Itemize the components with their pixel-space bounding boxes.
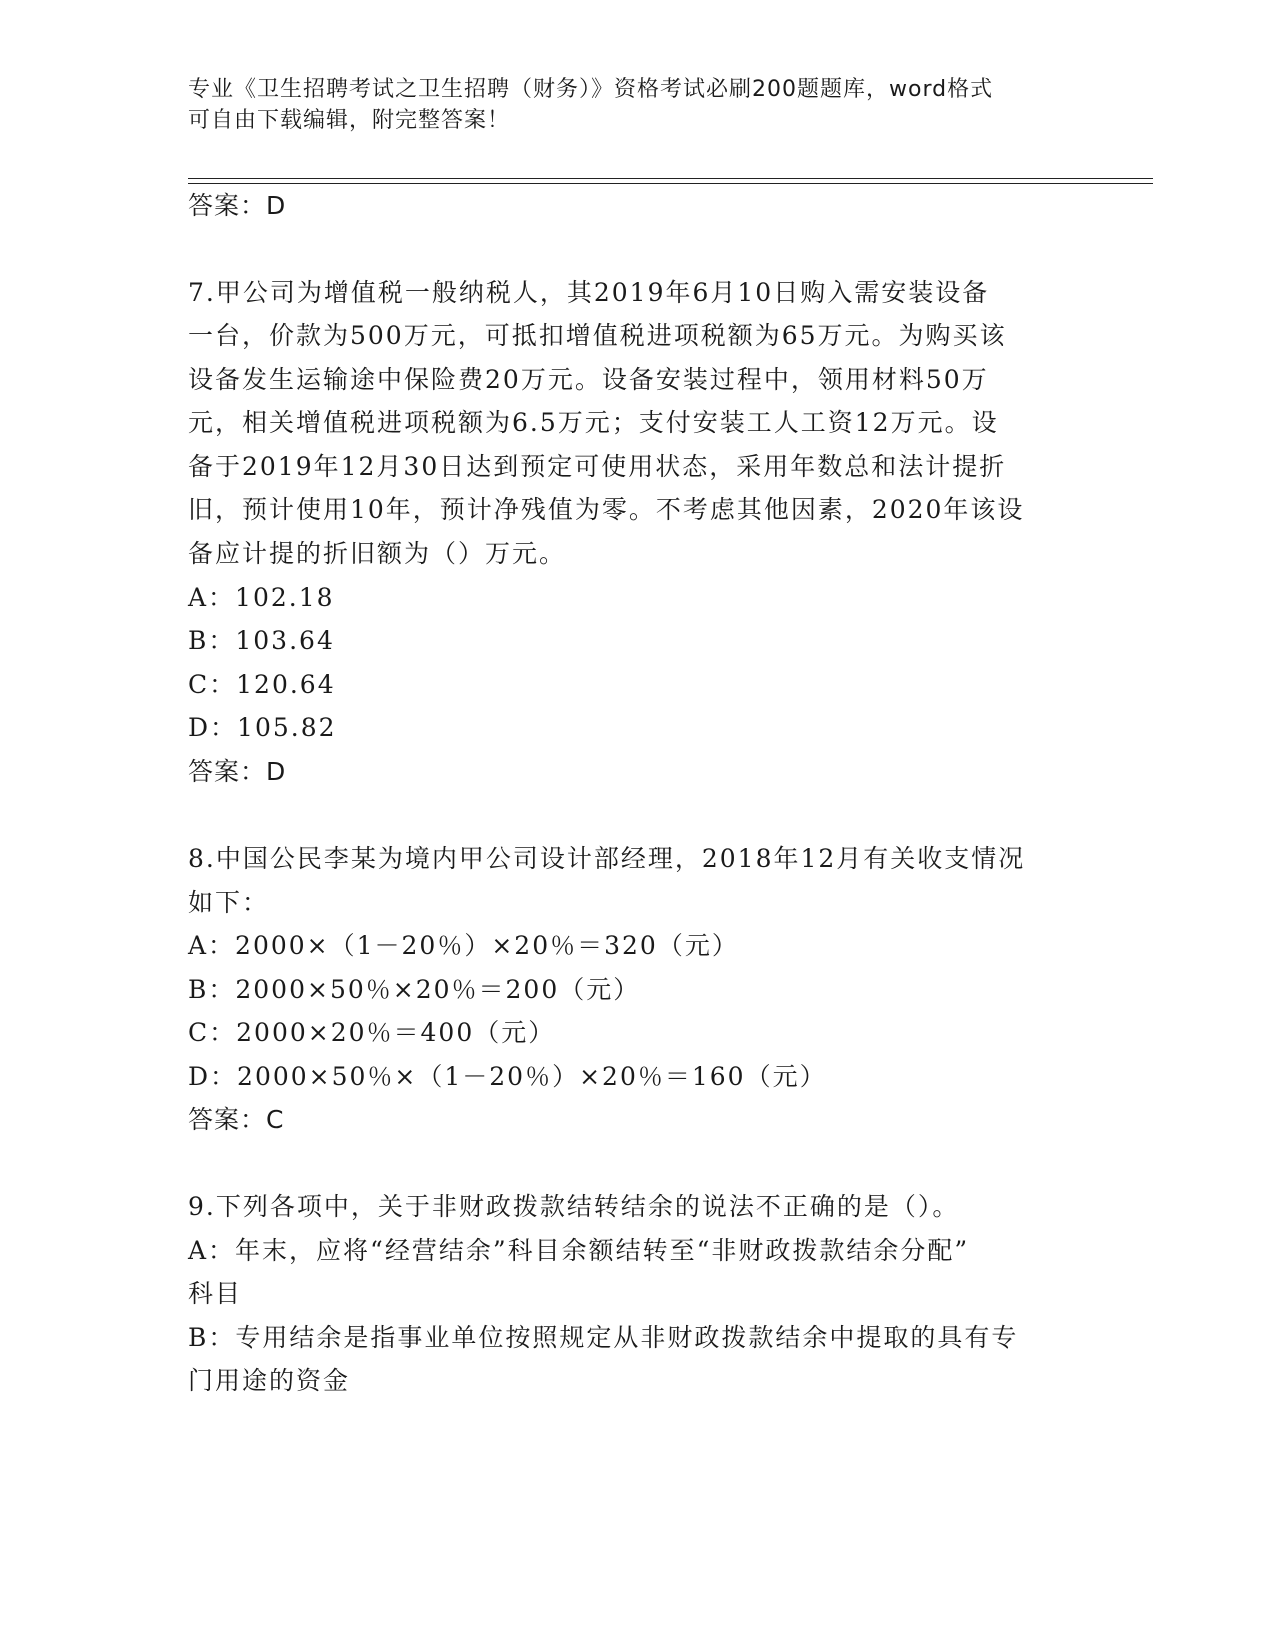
header-title-line-1: 专业《卫生招聘考试之卫生招聘（财务）》资格考试必刷200题题库，word格式 (188, 77, 994, 102)
q8-text-line: 8.中国公民李某为境内甲公司设计部经理，2018年12月有关收支情况 (188, 844, 1026, 873)
document-header (188, 74, 1088, 136)
previous-answer: 答案：D (188, 191, 287, 220)
q7-option-b: B：103.64 (188, 626, 335, 655)
q9-option-b: B：专用结余是指事业单位按照规定从非财政拨款结余中提取的具有专 (188, 1323, 1019, 1352)
header-divider-top (188, 178, 1153, 179)
header-divider-bottom (188, 183, 1153, 184)
q7-text-line: 备应计提的折旧额为（）万元。 (188, 539, 567, 568)
header-title-line-2: 可自由下载编辑，附完整答案！ (188, 108, 511, 133)
q7-option-a: A：102.18 (188, 583, 335, 612)
q7-answer: 答案：D (188, 757, 287, 786)
q8-option-a: A：2000×（1－20％）×20％＝320（元） (188, 931, 739, 960)
q9-option-a-continued: 科目 (188, 1279, 243, 1308)
q8-option-d: D：2000×50％×（1－20％）×20％＝160（元） (188, 1062, 827, 1091)
q8-option-c: C：2000×20％＝400（元） (188, 1018, 556, 1047)
q8-answer: 答案：C (188, 1105, 285, 1134)
q9-text-line: 9.下列各项中，关于非财政拨款结转结余的说法不正确的是（）。 (188, 1192, 960, 1221)
q7-text-line: 元，相关增值税进项税额为6.5万元；支付安装工人工资12万元。设 (188, 408, 999, 437)
q7-option-d: D：105.82 (188, 713, 337, 742)
q7-text-line: 7.甲公司为增值税一般纳税人，其2019年6月10日购入需安装设备 (188, 278, 990, 307)
q7-text-line: 备于2019年12月30日达到预定可使用状态，采用年数总和法计提折 (188, 452, 1007, 481)
q8-option-b: B：2000×50％×20％＝200（元） (188, 975, 641, 1004)
q7-option-c: C：120.64 (188, 670, 336, 699)
q7-text-line: 设备发生运输途中保险费20万元。设备安装过程中，领用材料50万 (188, 365, 989, 394)
q9-option-b-continued: 门用途的资金 (188, 1366, 351, 1395)
q8-text-line: 如下： (188, 888, 270, 917)
q7-text-line: 旧，预计使用10年，预计净残值为零。不考虑其他因素，2020年该设 (188, 495, 1025, 524)
q7-text-line: 一台，价款为500万元，可抵扣增值税进项税额为65万元。为购买该 (188, 321, 1007, 350)
q9-option-a: A：年末，应将“经营结余”科目余额结转至“非财政拨款结余分配” (188, 1236, 970, 1265)
